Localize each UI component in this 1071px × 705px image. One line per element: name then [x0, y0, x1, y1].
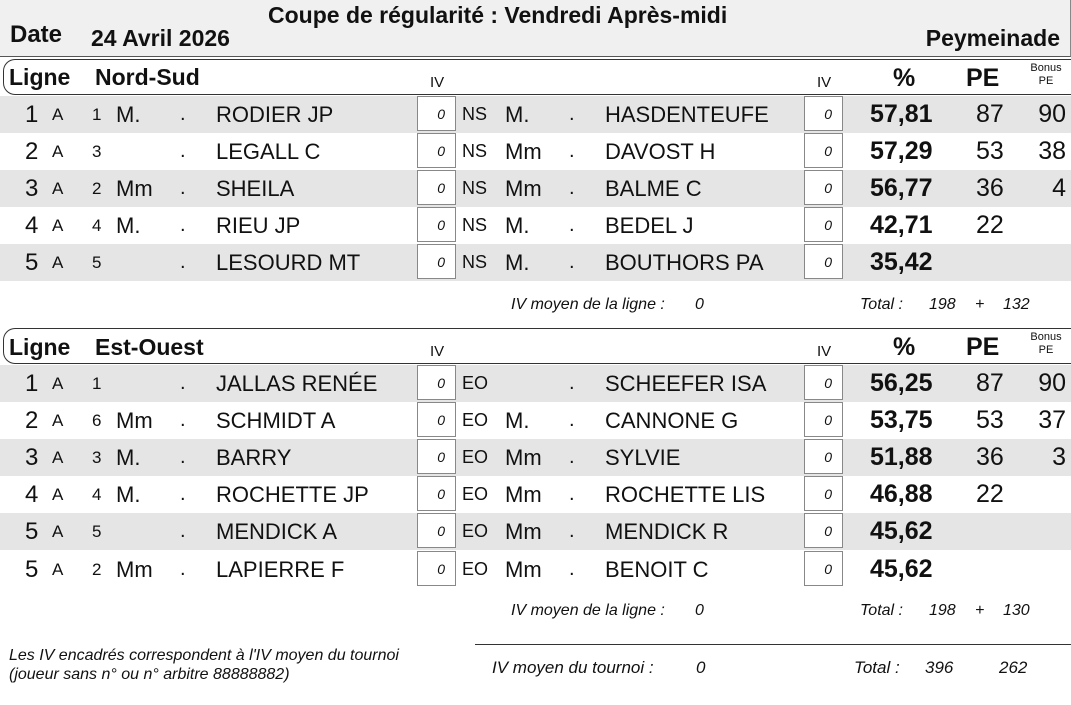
- line-code: EO: [462, 447, 489, 468]
- section-cell: A: [52, 216, 64, 236]
- player1-iv-box: 0: [417, 170, 456, 205]
- line-code: EO: [462, 373, 489, 393]
- pair-number: 4: [92, 485, 102, 505]
- rank-cell: 5: [25, 518, 39, 546]
- player1-separator: .: [180, 372, 186, 394]
- section-cell: A: [52, 485, 64, 505]
- event-title: Coupe de régularité : Vendredi Après-midi: [268, 2, 728, 28]
- pe-points: 36: [976, 443, 1004, 472]
- pair-number: 2: [92, 179, 102, 199]
- player1-title: M.: [116, 482, 141, 508]
- footer-divider: [475, 644, 1071, 645]
- report-header: [0, 0, 1071, 57]
- player2-title: M.: [505, 213, 530, 239]
- player2-name: DAVOST H: [605, 139, 716, 165]
- section-header-eo: [3, 328, 1071, 364]
- player1-separator: .: [180, 446, 186, 469]
- player2-iv-box: 0: [804, 439, 843, 474]
- rank-cell: 2: [25, 138, 39, 166]
- pe-points: 53: [976, 406, 1004, 435]
- player2-iv-box: 0: [804, 244, 843, 279]
- player2-separator: .: [569, 446, 575, 469]
- player1-name: RODIER JP: [216, 102, 334, 127]
- rank-cell: 3: [25, 175, 39, 203]
- player1-name: SHEILA: [216, 176, 295, 202]
- pair-number: 3: [92, 142, 102, 162]
- rank-cell: 5: [25, 555, 39, 583]
- rank-cell: 4: [25, 481, 39, 509]
- line-total-bonus: 132: [1003, 296, 1030, 313]
- rank-cell: 2: [25, 407, 39, 435]
- player1-separator: .: [180, 557, 186, 580]
- pair-number: 4: [92, 216, 102, 236]
- player2-name: SCHEEFER ISA: [605, 371, 767, 396]
- player2-name: BENOIT C: [605, 556, 709, 582]
- result-row: [0, 207, 1071, 244]
- player1-separator: .: [180, 177, 186, 200]
- player2-name: BEDEL J: [605, 213, 694, 239]
- percentage: 53,75: [870, 406, 933, 435]
- percentage: 51,88: [870, 443, 933, 472]
- section-cell: A: [52, 142, 64, 162]
- col-iv-1: IV: [430, 343, 445, 360]
- col-bonus: [1026, 331, 1066, 357]
- player2-name: HASDENTEUFE: [605, 102, 769, 127]
- col-iv-2: IV: [817, 343, 832, 360]
- player1-name: SCHMIDT A: [216, 408, 336, 434]
- col-bonus: [1026, 62, 1066, 88]
- club-name: Peymeinade: [925, 25, 1060, 51]
- pair-number: 2: [92, 559, 102, 579]
- player2-iv-box: 0: [804, 96, 843, 131]
- player1-iv-box: 0: [417, 551, 456, 586]
- player2-iv-box: 0: [804, 133, 843, 168]
- pair-number: 3: [92, 448, 102, 468]
- line-code: NS: [462, 141, 488, 162]
- player1-iv-box: 0: [417, 207, 456, 242]
- section-header-ns: [3, 59, 1071, 95]
- rank-cell: 1: [25, 101, 39, 128]
- pair-number: 5: [92, 253, 102, 273]
- player2-separator: .: [569, 103, 575, 125]
- player1-title: M.: [116, 102, 141, 127]
- percentage: 45,62: [870, 554, 933, 583]
- player2-separator: .: [569, 483, 575, 506]
- player1-title: Mm: [116, 556, 153, 582]
- player1-iv-box: 0: [417, 96, 456, 131]
- player1-separator: .: [180, 140, 186, 163]
- player1-separator: .: [180, 409, 186, 432]
- player2-title: Mm: [505, 482, 542, 508]
- event-date: 24 Avril 2026: [91, 25, 230, 51]
- player2-iv-box: 0: [804, 170, 843, 205]
- player1-iv-box: 0: [417, 365, 456, 400]
- player2-title: Mm: [505, 445, 542, 471]
- result-row: [0, 133, 1071, 170]
- player1-name: LESOURD MT: [216, 250, 361, 276]
- bonus-pe: 4: [1052, 174, 1066, 203]
- section-cell: A: [52, 411, 64, 431]
- line-iv-value: 0: [695, 296, 704, 313]
- percentage: 57,29: [870, 137, 933, 166]
- player1-iv-box: 0: [417, 439, 456, 474]
- col-iv-1: IV: [430, 74, 445, 91]
- pair-number: 5: [92, 522, 102, 542]
- player1-name: BARRY: [216, 445, 292, 471]
- col-pe: PE: [966, 333, 1000, 361]
- result-row: [0, 439, 1071, 476]
- player2-separator: .: [569, 520, 575, 543]
- player2-separator: .: [569, 177, 575, 200]
- player2-iv-box: 0: [804, 513, 843, 548]
- player2-title: M.: [505, 102, 530, 127]
- line-total-pe: 198: [929, 602, 956, 619]
- result-row: [0, 96, 1071, 133]
- result-row: [0, 402, 1071, 439]
- player2-name: SYLVIE: [605, 445, 681, 471]
- player2-separator: .: [569, 251, 575, 274]
- line-total-plus: +: [975, 296, 985, 313]
- tournament-iv-value: 0: [696, 658, 706, 677]
- percentage: 56,77: [870, 174, 933, 203]
- pe-points: 87: [976, 100, 1004, 128]
- player1-name: MENDICK A: [216, 519, 338, 545]
- player2-name: ROCHETTE LIS: [605, 482, 766, 508]
- rank-cell: 4: [25, 212, 39, 240]
- player1-name: RIEU JP: [216, 213, 301, 239]
- section-name: Est-Ouest: [95, 334, 204, 360]
- col-percent: %: [893, 64, 916, 92]
- result-row: [0, 476, 1071, 513]
- tournament-total-bonus: 262: [999, 658, 1028, 677]
- section-cell: A: [52, 522, 64, 542]
- line-code: EO: [462, 521, 489, 542]
- section-cell: A: [52, 105, 64, 124]
- player2-separator: .: [569, 409, 575, 432]
- pair-number: 6: [92, 411, 102, 431]
- line-total-bonus: 130: [1003, 602, 1030, 619]
- tournament-total-label: Total :: [854, 658, 900, 677]
- section-cell: A: [52, 253, 64, 273]
- line-total-pe: 198: [929, 296, 956, 313]
- player2-iv-box: 0: [804, 551, 843, 586]
- line-total-label: Total :: [860, 296, 903, 313]
- line-code: NS: [462, 104, 488, 124]
- player2-iv-box: 0: [804, 207, 843, 242]
- col-bonus-line2: PE: [1038, 75, 1054, 87]
- player2-title: Mm: [505, 556, 542, 582]
- col-pe: PE: [966, 64, 1000, 92]
- player2-name: MENDICK R: [605, 519, 729, 545]
- player1-separator: .: [180, 103, 186, 125]
- player2-separator: .: [569, 372, 575, 394]
- line-iv-label: IV moyen de la ligne :: [511, 296, 665, 313]
- player1-separator: .: [180, 520, 186, 543]
- player1-iv-box: 0: [417, 402, 456, 437]
- player1-separator: .: [180, 214, 186, 237]
- percentage: 46,88: [870, 480, 933, 509]
- player2-title: Mm: [505, 139, 542, 165]
- line-total-label: Total :: [860, 602, 903, 619]
- section-cell: A: [52, 448, 64, 468]
- player2-title: Mm: [505, 519, 542, 545]
- player1-iv-box: 0: [417, 513, 456, 548]
- percentage: 42,71: [870, 211, 933, 240]
- line-total-plus: +: [975, 602, 985, 619]
- line-code: EO: [462, 484, 489, 505]
- result-row: [0, 170, 1071, 207]
- col-bonus-line1: Bonus: [1030, 62, 1062, 74]
- pair-number: 1: [92, 374, 102, 393]
- rank-cell: 1: [25, 370, 39, 397]
- line-code: NS: [462, 252, 488, 273]
- pe-points: 36: [976, 174, 1004, 203]
- result-row: [0, 551, 1071, 588]
- player1-separator: .: [180, 251, 186, 274]
- line-code: NS: [462, 178, 488, 199]
- player2-name: BOUTHORS PA: [605, 250, 764, 276]
- col-percent: %: [893, 333, 916, 361]
- player2-name: CANNONE G: [605, 408, 739, 434]
- tournament-iv-label: IV moyen du tournoi :: [492, 658, 654, 677]
- player1-title: Mm: [116, 176, 153, 202]
- player2-name: BALME C: [605, 176, 702, 202]
- line-iv-label: IV moyen de la ligne :: [511, 602, 665, 619]
- pe-points: 22: [976, 480, 1004, 509]
- player2-title: M.: [505, 408, 530, 434]
- player1-iv-box: 0: [417, 244, 456, 279]
- player1-iv-box: 0: [417, 133, 456, 168]
- player1-name: LEGALL C: [216, 139, 321, 165]
- iv-note: Les IV encadrés correspondent à l'IV moyen du tournoi (joueur sans n° ou n° arbitre 88888882): [9, 647, 399, 683]
- line-iv-value: 0: [695, 602, 704, 619]
- player1-name: ROCHETTE JP: [216, 482, 369, 508]
- pe-points: 22: [976, 211, 1004, 240]
- percentage: 57,81: [870, 100, 933, 128]
- line-code: NS: [462, 215, 488, 236]
- rank-cell: 3: [25, 444, 39, 472]
- result-row: [0, 244, 1071, 281]
- player2-title: Mm: [505, 176, 542, 202]
- percentage: 45,62: [870, 517, 933, 546]
- player1-separator: .: [180, 483, 186, 506]
- date-label: Date: [10, 21, 63, 48]
- line-code: EO: [462, 558, 489, 579]
- section-label: Ligne: [9, 334, 71, 360]
- player2-title: M.: [505, 250, 530, 276]
- section-cell: A: [52, 559, 64, 579]
- col-iv-2: IV: [817, 74, 832, 91]
- player1-name: JALLAS RENÉE: [216, 371, 378, 396]
- player2-separator: .: [569, 140, 575, 163]
- section-cell: A: [52, 374, 64, 393]
- pe-points: 87: [976, 369, 1004, 397]
- percentage: 35,42: [870, 248, 933, 277]
- pair-number: 1: [92, 105, 102, 124]
- player1-title: M.: [116, 213, 141, 239]
- player2-iv-box: 0: [804, 365, 843, 400]
- pe-points: 53: [976, 137, 1004, 166]
- bonus-pe: 37: [1038, 406, 1066, 435]
- player2-iv-box: 0: [804, 402, 843, 437]
- player2-separator: .: [569, 557, 575, 580]
- tournament-total-pe: 396: [925, 658, 954, 677]
- bonus-pe: 90: [1038, 100, 1066, 128]
- player1-name: LAPIERRE F: [216, 556, 345, 582]
- player2-iv-box: 0: [804, 476, 843, 511]
- player1-title: Mm: [116, 408, 153, 434]
- line-code: EO: [462, 410, 489, 431]
- bonus-pe: 3: [1052, 443, 1066, 472]
- bonus-pe: 38: [1038, 137, 1066, 166]
- rank-cell: 5: [25, 249, 39, 277]
- result-row: [0, 513, 1071, 550]
- section-label: Ligne: [9, 64, 71, 90]
- section-cell: A: [52, 179, 64, 199]
- section-name: Nord-Sud: [95, 64, 200, 90]
- bonus-pe: 90: [1038, 369, 1066, 397]
- col-bonus-line1: Bonus: [1030, 331, 1062, 343]
- percentage: 56,25: [870, 369, 933, 397]
- player2-separator: .: [569, 214, 575, 237]
- player1-iv-box: 0: [417, 476, 456, 511]
- result-row: [0, 365, 1071, 402]
- player1-title: M.: [116, 445, 141, 471]
- col-bonus-line2: PE: [1038, 344, 1054, 356]
